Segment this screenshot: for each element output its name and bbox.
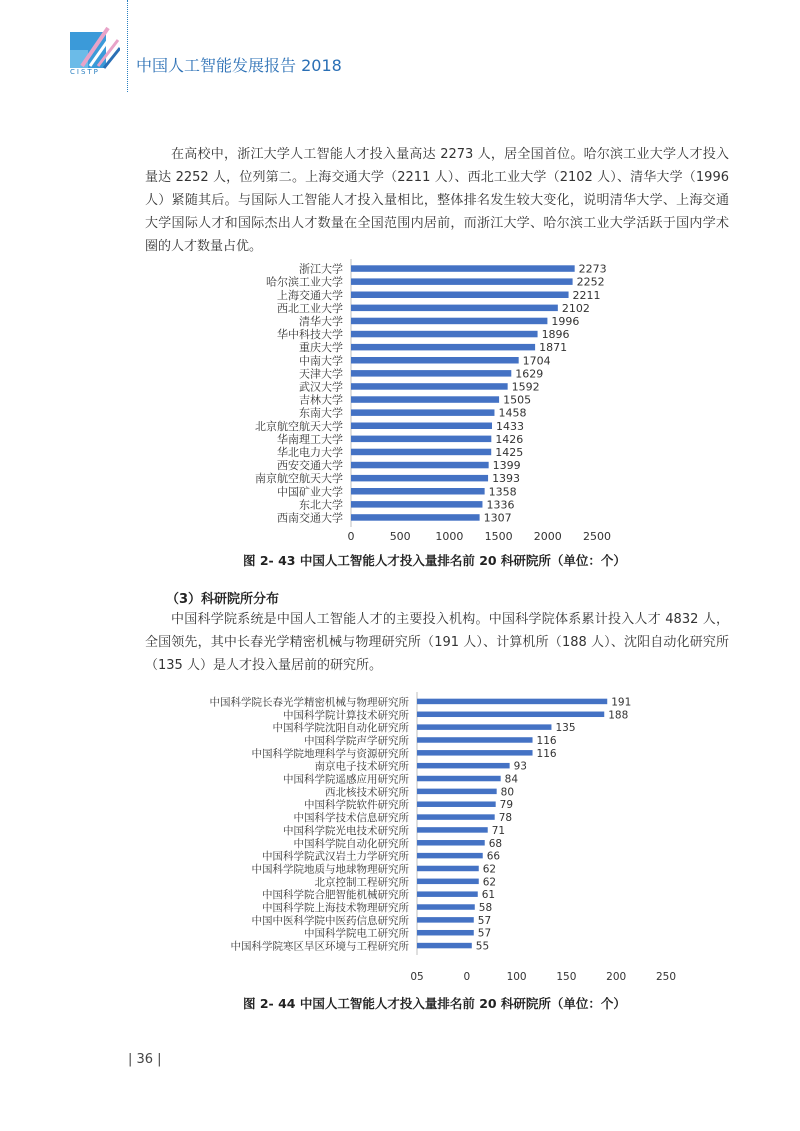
bar xyxy=(351,383,508,390)
category-label: 上海交通大学 xyxy=(277,288,343,302)
category-label: 北京航空航天大学 xyxy=(255,419,343,433)
data-label: 1871 xyxy=(539,341,568,355)
category-label: 中国科学院声学研究所 xyxy=(304,734,409,747)
data-label: 2252 xyxy=(576,275,605,289)
bar xyxy=(351,449,491,456)
bar xyxy=(417,776,501,782)
category-label: 东北大学 xyxy=(299,498,343,512)
figure-caption: 图 2- 43 中国人工智能人才投入量排名前 20 科研院所（单位：个） xyxy=(243,553,626,568)
category-label: 中国科学院电工研究所 xyxy=(304,927,409,940)
bar xyxy=(351,318,547,325)
bar xyxy=(417,840,485,846)
data-label: 116 xyxy=(536,747,557,760)
data-label: 1996 xyxy=(551,314,580,328)
category-label: 中国科学院地质与地球物理研究所 xyxy=(251,863,409,876)
logo-text: CISTP xyxy=(70,68,100,76)
category-label: 中国科学院沈阳自动化研究所 xyxy=(272,722,409,735)
data-label: 78 xyxy=(498,812,513,825)
bar xyxy=(417,737,533,743)
data-label: 66 xyxy=(486,850,501,863)
x-tick-label: 2000 xyxy=(533,530,562,543)
data-label: 68 xyxy=(488,837,503,850)
category-label: 中国科学院上海技术物理研究所 xyxy=(262,902,409,915)
bar xyxy=(417,917,474,923)
bar xyxy=(417,763,510,769)
category-label: 浙江大学 xyxy=(299,262,343,276)
category-label: 西北核技术研究所 xyxy=(325,786,409,799)
bar xyxy=(351,344,535,351)
category-label: 中国科学院寒区旱区环境与工程研究所 xyxy=(230,940,409,953)
data-label: 1896 xyxy=(541,328,570,342)
body-paragraph: 在高校中，浙江大学人工智能人才投入量高达 2273 人，居全国首位。哈尔滨工业大学人才投入量达 2252 人，位列第二。上海交通大学（2211 人）、西北工业大学（2102 人）、清华大学（1996 人）紧随其后。与国际人工智能人才投入量相比，整体排名发生较大变化，说明清华大学、上海交通大学国际人才和国际杰出人才数量在全国范围内居前，而浙江大学、哈尔滨工业大学活跃于国内学术圈的人才数量占优。 xyxy=(145,147,729,254)
data-label: 57 xyxy=(477,927,492,940)
figure-caption: 图 2- 44 中国人工智能人才投入量排名前 20 科研院所（单位：个） xyxy=(243,996,626,1011)
category-label: 东南大学 xyxy=(299,406,343,420)
data-label: 1704 xyxy=(522,354,551,368)
data-label: 1426 xyxy=(495,432,524,446)
bar xyxy=(417,866,479,872)
category-label: 天津大学 xyxy=(299,367,343,381)
bar xyxy=(351,396,499,403)
data-label: 2211 xyxy=(572,288,601,302)
bar xyxy=(351,501,482,508)
data-label: 2102 xyxy=(561,301,590,315)
category-label: 中国科学院合肥智能机械研究所 xyxy=(262,889,409,902)
bar xyxy=(417,853,483,859)
data-label: 71 xyxy=(491,824,506,837)
category-label: 中国科学院地理科学与资源研究所 xyxy=(251,747,409,760)
bar xyxy=(351,292,569,299)
data-label: 58 xyxy=(478,902,493,915)
data-label: 57 xyxy=(477,914,492,927)
bar xyxy=(351,436,491,443)
data-label: 1336 xyxy=(486,498,515,512)
data-label: 1393 xyxy=(492,472,521,486)
data-label: 1592 xyxy=(511,380,540,394)
category-label: 中国科学院自动化研究所 xyxy=(293,837,409,850)
data-label: 61 xyxy=(481,889,496,902)
category-label: 武汉大学 xyxy=(299,380,343,394)
data-label: 79 xyxy=(499,799,514,812)
bar xyxy=(417,943,472,949)
category-label: 西北工业大学 xyxy=(277,301,343,315)
data-label: 191 xyxy=(611,696,632,709)
header-divider xyxy=(127,0,128,92)
category-label: 哈尔滨工业大学 xyxy=(266,275,343,289)
x-tick-label: 0 xyxy=(347,530,355,543)
data-label: 55 xyxy=(475,940,490,953)
category-label: 中国科学院遥感应用研究所 xyxy=(283,773,409,786)
bar xyxy=(417,891,478,897)
x-tick-label: 0 xyxy=(463,971,471,983)
bar xyxy=(351,265,575,272)
category-label: 中国科学院软件研究所 xyxy=(304,799,409,812)
category-label: 西南交通大学 xyxy=(277,511,343,525)
category-label: 华南理工大学 xyxy=(277,432,343,446)
x-tick-label: 250 xyxy=(655,971,677,983)
bar xyxy=(351,514,480,521)
category-label: 南京航空航天大学 xyxy=(255,472,343,486)
bar xyxy=(351,370,511,377)
category-label: 华中科技大学 xyxy=(277,328,343,342)
category-label: 中国中医科学院中医药信息研究所 xyxy=(251,914,409,927)
bar xyxy=(417,801,496,807)
category-label: 北京控制工程研究所 xyxy=(314,876,409,889)
data-label: 1505 xyxy=(503,393,532,407)
data-label: 80 xyxy=(500,786,515,799)
bar xyxy=(351,278,573,285)
x-tick-label: 2500 xyxy=(583,530,611,543)
x-tick-label: 1000 xyxy=(435,530,464,543)
category-label: 重庆大学 xyxy=(299,341,343,355)
x-tick-label: 200 xyxy=(606,971,627,983)
category-label: 中南大学 xyxy=(299,354,343,368)
category-label: 中国科学院长春光学精密机械与物理研究所 xyxy=(209,696,409,709)
category-label: 清华大学 xyxy=(299,314,343,328)
data-label: 135 xyxy=(555,722,576,735)
data-label: 1458 xyxy=(498,406,527,420)
data-label: 1307 xyxy=(483,511,512,525)
data-label: 1433 xyxy=(496,419,525,433)
x-tick-label: 100 xyxy=(506,971,527,983)
bar xyxy=(417,724,551,730)
x-tick-label: 500 xyxy=(389,530,411,543)
data-label: 1358 xyxy=(488,485,517,499)
bar xyxy=(417,814,495,820)
page-number: | 36 | xyxy=(128,1052,162,1067)
x-tick-label: 05 xyxy=(410,971,424,983)
bar xyxy=(351,305,558,312)
category-label: 中国科学院武汉岩土力学研究所 xyxy=(262,850,409,863)
category-label: 西安交通大学 xyxy=(277,459,343,473)
x-tick-label: 150 xyxy=(556,971,577,983)
data-label: 1629 xyxy=(515,367,544,381)
bar xyxy=(417,904,475,910)
bar xyxy=(351,488,485,495)
category-label: 中国科学技术信息研究所 xyxy=(293,812,409,825)
bar xyxy=(417,750,533,756)
x-tick-label: 1500 xyxy=(484,530,513,543)
data-label: 116 xyxy=(536,734,557,747)
bar xyxy=(417,879,479,885)
data-label: 1425 xyxy=(495,445,524,459)
bar xyxy=(417,712,604,718)
data-label: 1399 xyxy=(492,459,521,473)
body-paragraph: 中国科学院系统是中国人工智能人才的主要投入机构。中国科学院体系累计投入人才 4832 人，全国领先，其中长春光学精密机械与物理研究所（191 人）、计算机所（188 人）、沈阳自动化研究所（135 人）是人才投入量居前的研究所。 xyxy=(145,612,729,673)
category-label: 吉林大学 xyxy=(299,393,343,407)
header-title: 中国人工智能发展报告 2018 xyxy=(136,56,342,75)
university-talent-chart xyxy=(140,256,660,546)
bar xyxy=(417,699,607,705)
category-label: 中国科学院计算技术研究所 xyxy=(283,709,409,722)
data-label: 188 xyxy=(608,709,629,722)
category-label: 中国科学院光电技术研究所 xyxy=(283,824,409,837)
category-label: 南京电子技术研究所 xyxy=(314,760,409,773)
data-label: 84 xyxy=(504,773,519,786)
data-label: 2273 xyxy=(578,262,607,276)
bar xyxy=(417,789,497,795)
data-label: 62 xyxy=(482,863,497,876)
bar xyxy=(351,331,538,338)
cistp-logo xyxy=(68,18,120,70)
bar xyxy=(351,357,519,364)
bar xyxy=(351,409,494,416)
bar xyxy=(417,827,488,833)
bar xyxy=(351,462,489,469)
section-heading: （3）科研院所分布 xyxy=(166,592,280,607)
category-label: 中国矿业大学 xyxy=(277,485,343,499)
bar xyxy=(351,423,492,430)
category-label: 华北电力大学 xyxy=(277,445,343,459)
data-label: 62 xyxy=(482,876,497,889)
data-label: 93 xyxy=(513,760,528,773)
bar xyxy=(351,475,488,482)
bar xyxy=(417,930,474,936)
institute-talent-chart xyxy=(140,692,700,990)
